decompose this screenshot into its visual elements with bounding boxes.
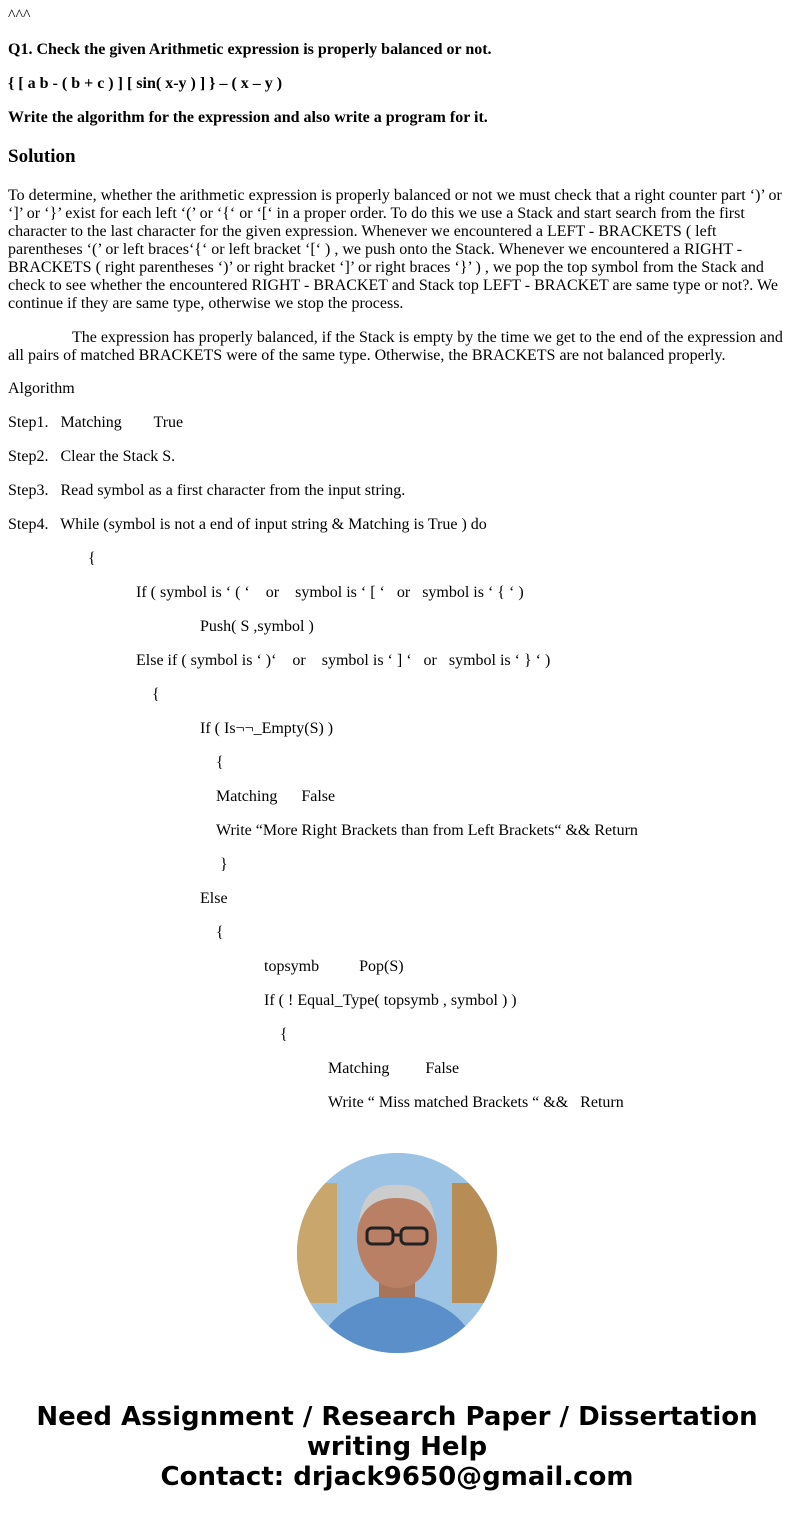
algorithm-line: Step3. Read symbol as a first character from the input string. <box>8 482 406 499</box>
footer-line-1: Need Assignment / Research Paper / Dissertation <box>36 1402 758 1432</box>
algorithm-line: If ( symbol is ‘ ( ‘ or symbol is ‘ [ ‘ or symbol is ‘ { ‘ ) <box>136 584 524 601</box>
author-photo <box>297 1153 497 1353</box>
algorithm-line: If ( ! Equal_Type( topsymb , symbol ) ) <box>264 992 517 1009</box>
algorithm-line: Write “ Miss matched Brackets “ && Return <box>328 1094 624 1111</box>
question-title: Q1. Check the given Arithmetic expression is properly balanced or not. <box>8 41 492 58</box>
algorithm-line: Step2. Clear the Stack S. <box>8 448 176 465</box>
algorithm-line: Step1. Matching True <box>8 414 184 431</box>
algorithm-line: Matching False <box>328 1060 460 1077</box>
top-mark: ^^^ <box>8 7 31 24</box>
solution-paragraph-1: To determine, whether the arithmetic expression is properly balanced or not we must check that a right counter part ‘)’ or ‘]’ or ‘}’ exist for each left ‘(’ or ‘{‘ or ‘[‘ in a proper order. To do this we use a Stack and start search from the first character to the last character for the given expression. Whenever we encountered a LEFT - BRACKETS ( left parentheses ‘(’ or left braces‘{‘ or left bracket ‘[‘ ) , we push onto the Stack. Whenever we encountered a RIGHT - BRACKETS ( right parentheses ‘)’ or right bracket ‘]’ or right braces ‘}’ ) , we pop the top symbol from the Stack and check to see whether the encountered RIGHT - BRACKET and Stack top LEFT - BRACKET are same type or not?. We continue if they are same type, otherwise we stop the process. <box>8 187 782 312</box>
algorithm-heading: Algorithm <box>8 380 75 397</box>
footer-contact: Contact: drjack9650@gmail.com <box>160 1462 634 1492</box>
algorithm-line: Write “More Right Brackets than from Left Brackets“ && Return <box>216 822 638 839</box>
algorithm-line: Matching False <box>216 788 336 805</box>
person-portrait-icon <box>297 1153 497 1353</box>
algorithm-line: Step4. While (symbol is not a end of input string & Matching is True ) do <box>8 516 487 533</box>
footer-line-2: writing Help <box>306 1432 488 1462</box>
question-expression: { [ a b - ( b + c ) ] [ sin( x-y ) ] } – ( x – y ) <box>8 75 283 92</box>
algorithm-line: topsymb Pop(S) <box>264 958 404 975</box>
algorithm-line: Push( S ,symbol ) <box>200 618 314 635</box>
solution-paragraph-2: The expression has properly balanced, if the Stack is empty by the time we get to the end of the expression and all pairs of matched BRACKETS were of the same type. Otherwise, the BRACKETS are not balanced properly. <box>8 329 783 364</box>
solution-heading: Solution <box>8 146 76 167</box>
algorithm-line: { <box>88 550 96 567</box>
algorithm-line: { <box>152 686 160 703</box>
algorithm-line: Else <box>200 890 228 907</box>
algorithm <box>0 372 794 1120</box>
algorithm-line: Else if ( symbol is ‘ )‘ or symbol is ‘ ] ‘ or symbol is ‘ } ‘ ) <box>136 652 551 669</box>
algorithm-line: { <box>216 754 224 771</box>
algorithm-line: } <box>220 856 228 873</box>
algorithm-line: If ( Is¬¬_Empty(S) ) <box>200 720 334 737</box>
algorithm-line: { <box>280 1026 288 1043</box>
footer-advert <box>0 1402 794 1492</box>
question-task: Write the algorithm for the expression and also write a program for it. <box>8 109 488 126</box>
algorithm-line: { <box>216 924 224 941</box>
